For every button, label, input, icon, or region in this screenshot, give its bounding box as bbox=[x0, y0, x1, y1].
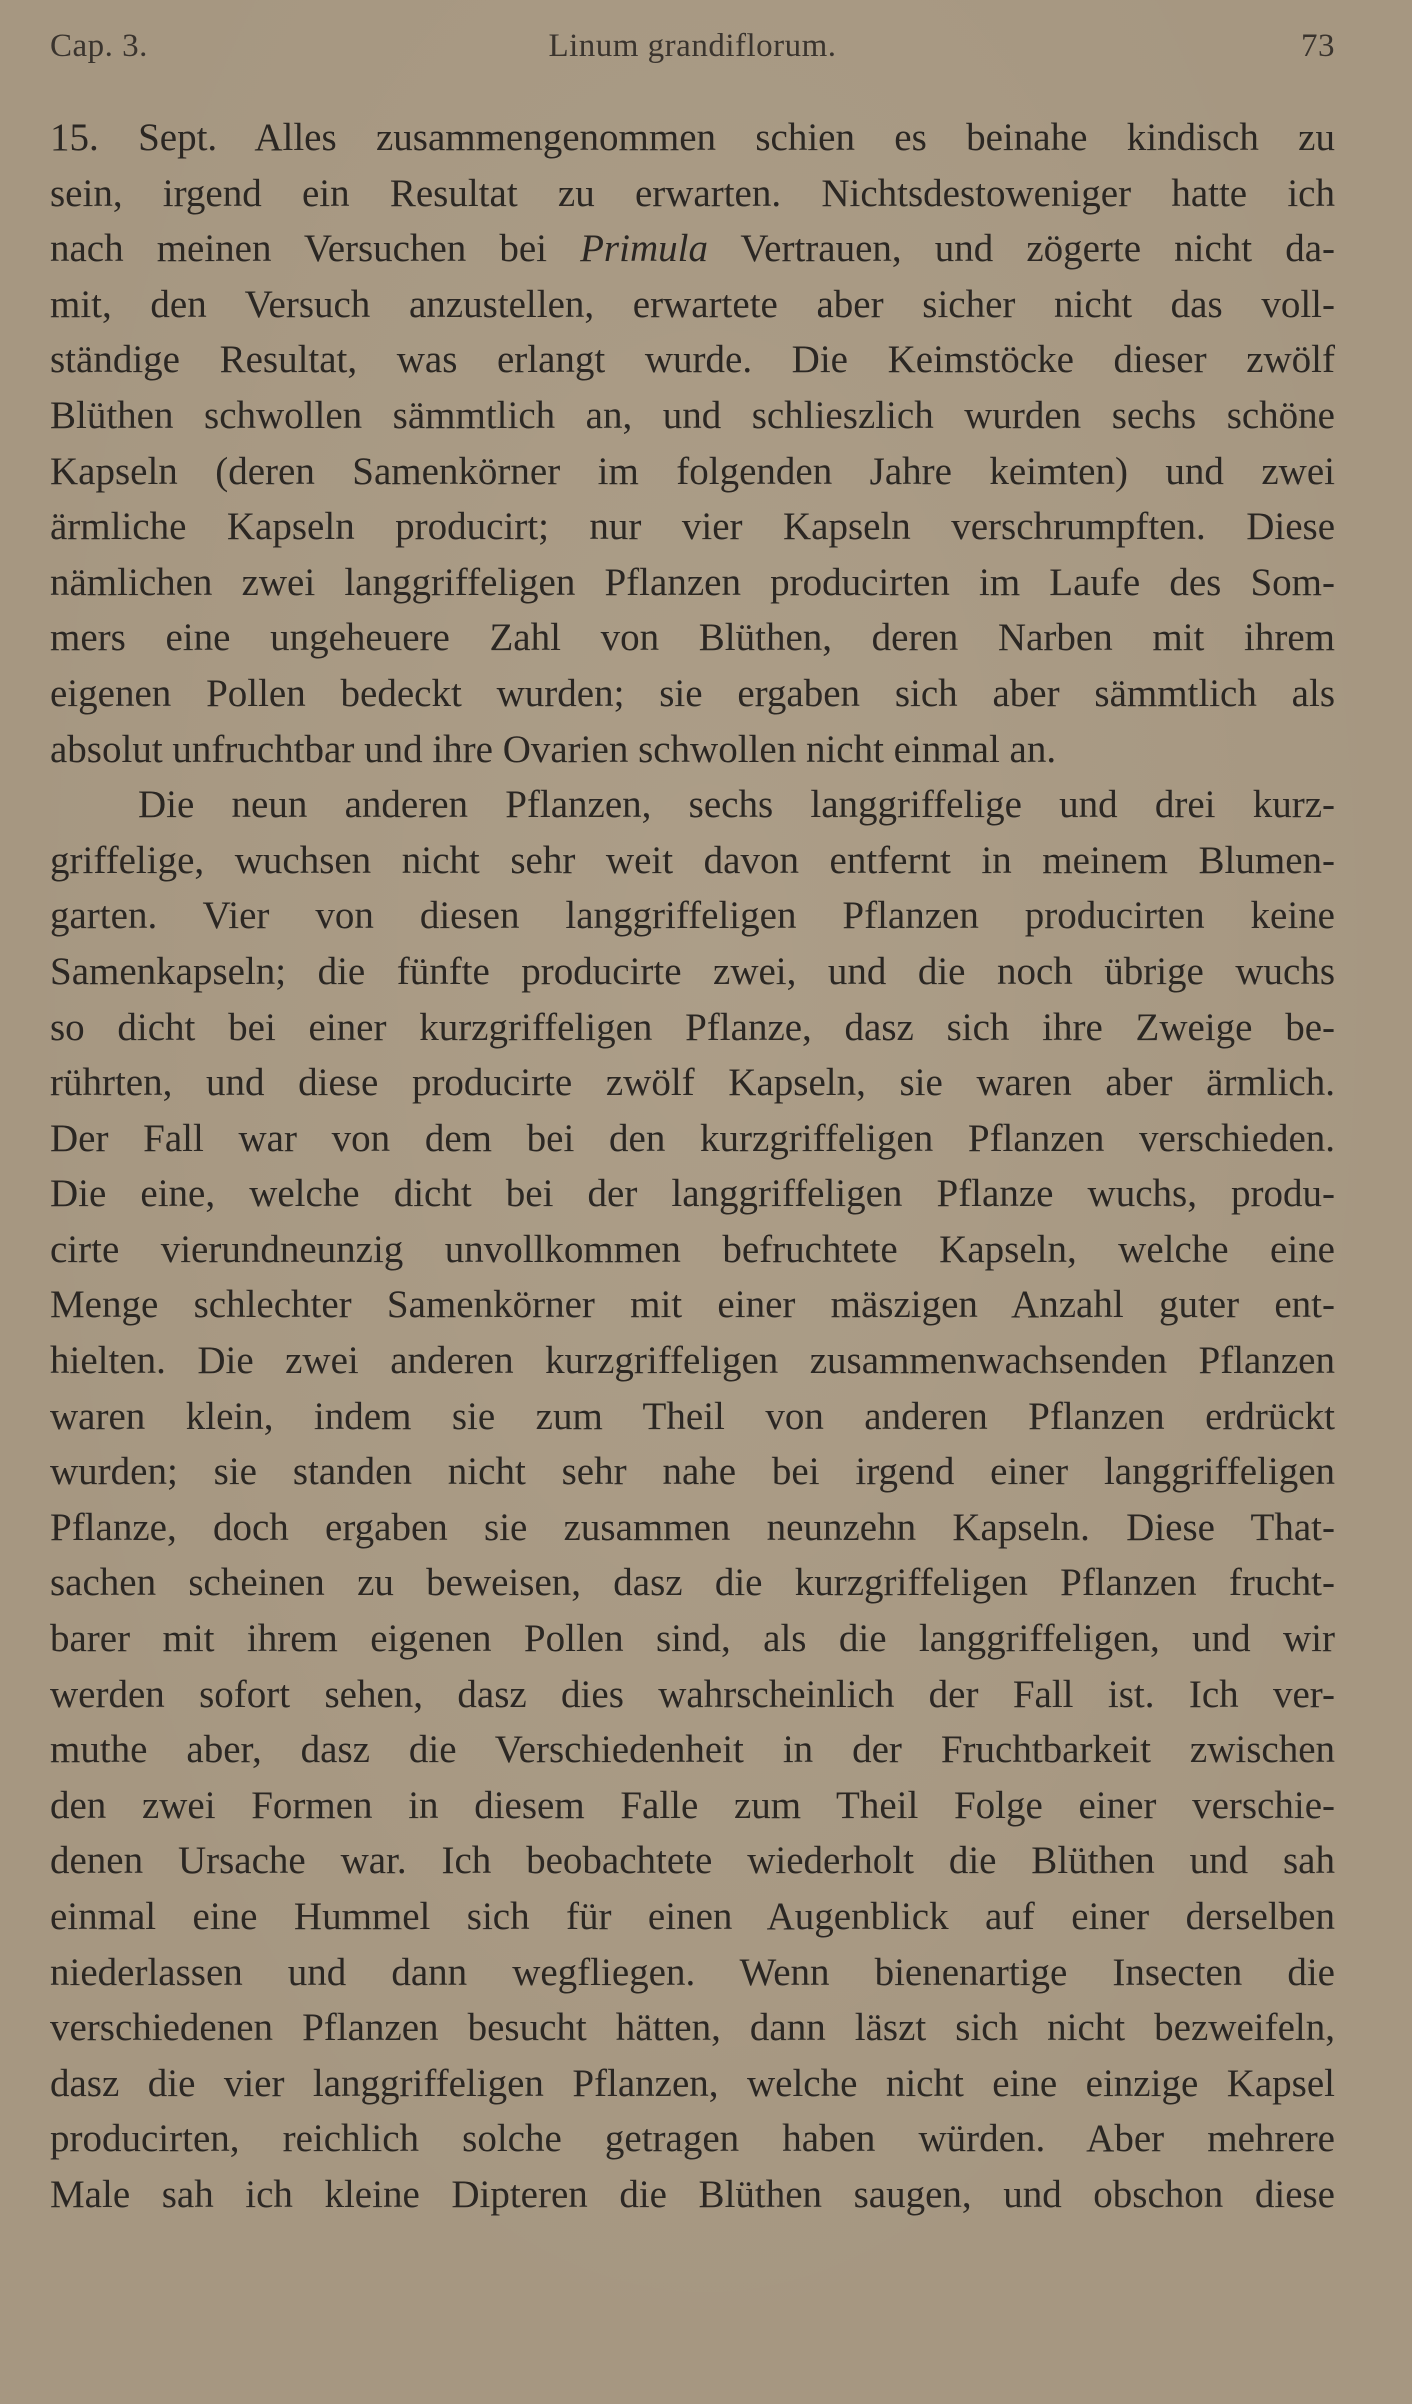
text-line: eigenen Pollen bedeckt wurden; sie ergaben sich aber sämmtlich als bbox=[50, 671, 1335, 715]
text-line: den zwei Formen in diesem Falle zum Theil Folge einer verschie- bbox=[50, 1783, 1335, 1827]
paragraph bbox=[50, 110, 1335, 777]
text-line: wurden; sie standen nicht sehr nahe bei irgend einer langgriffeligen bbox=[50, 1450, 1335, 1494]
text-line: cirte vierundneunzig unvollkommen befruchtete Kapseln, welche eine bbox=[50, 1227, 1335, 1271]
text-line: denen Ursache war. Ich beobachtete wiederholt die Blüthen und sah bbox=[50, 1839, 1335, 1883]
text-line: Samenkapseln; die fünfte producirte zwei, und die noch übrige wuchs bbox=[50, 949, 1335, 993]
text-line: waren klein, indem sie zum Theil von anderen Pflanzen erdrückt bbox=[50, 1394, 1335, 1438]
body-text bbox=[50, 110, 1335, 2223]
paragraph bbox=[50, 777, 1335, 2222]
text-line: verschiedenen Pflanzen besucht hätten, dann läszt sich nicht bezweifeln, bbox=[50, 2006, 1335, 2050]
page-title: Linum grandiflorum. bbox=[548, 28, 837, 64]
italic-term: Primula bbox=[580, 227, 708, 271]
text-line: Male sah ich kleine Dipteren die Blüthen saugen, und obschon diese bbox=[50, 2172, 1335, 2216]
text-line: absolut unfruchtbar und ihre Ovarien schwollen nicht einmal an. bbox=[50, 727, 1057, 771]
running-head bbox=[50, 28, 1335, 74]
text-line: sachen scheinen zu beweisen, dasz die kurzgriffeligen Pflanzen frucht- bbox=[50, 1561, 1335, 1605]
text-line: Kapseln (deren Samenkörner im folgenden Jahre keimten) und zwei bbox=[50, 449, 1335, 493]
text-line: mers eine ungeheuere Zahl von Blüthen, deren Narben mit ihrem bbox=[50, 616, 1335, 660]
text-line: barer mit ihrem eigenen Pollen sind, als die langgriffeligen, und wir bbox=[50, 1617, 1335, 1661]
text-line: werden sofort sehen, dasz dies wahrscheinlich der Fall ist. Ich ver- bbox=[50, 1672, 1335, 1716]
text-line: ärmliche Kapseln producirt; nur vier Kapseln verschrumpften. Diese bbox=[50, 505, 1335, 549]
text-line: ständige Resultat, was erlangt wurde. Die Keimstöcke dieser zwölf bbox=[50, 338, 1335, 382]
text-line: Pflanze, doch ergaben sie zusammen neunzehn Kapseln. Diese That- bbox=[50, 1505, 1335, 1549]
page-number: 73 bbox=[1301, 28, 1335, 64]
text-line: Die neun anderen Pflanzen, sechs langgriffelige und drei kurz- bbox=[138, 783, 1335, 827]
text-line: rührten, und diese producirte zwölf Kapseln, sie waren aber ärmlich. bbox=[50, 1061, 1335, 1105]
text-line: Menge schlechter Samenkörner mit einer mäszigen Anzahl guter ent- bbox=[50, 1283, 1335, 1327]
text-line: 15. Sept. Alles zusammengenommen schien es beinahe kindisch zu bbox=[50, 116, 1335, 159]
text-line: mit, den Versuch anzustellen, erwartete aber sicher nicht das voll- bbox=[50, 282, 1335, 326]
text-line: producirten, reichlich solche getragen haben würden. Aber mehrere bbox=[50, 2117, 1335, 2161]
text-line: garten. Vier von diesen langgriffeligen Pflanzen producirten keine bbox=[50, 894, 1335, 938]
text-line: Blüthen schwollen sämmtlich an, und schlieszlich wurden sechs schöne bbox=[50, 393, 1335, 437]
text-line: hielten. Die zwei anderen kurzgriffeligen zusammenwachsenden Pflanzen bbox=[50, 1339, 1335, 1383]
text-line: einmal eine Hummel sich für einen Augenblick auf einer derselben bbox=[50, 1895, 1335, 1938]
text-line: so dicht bei einer kurzgriffeligen Pflanze, dasz sich ihre Zweige be- bbox=[50, 1005, 1335, 1049]
text-fragment: nach meinen Versuchen bei bbox=[50, 227, 548, 271]
text-fragment: Vertrauen, und zögerte nicht da- bbox=[740, 227, 1335, 271]
text-line: griffelige, wuchsen nicht sehr weit davon entfernt in meinem Blumen- bbox=[50, 838, 1335, 882]
chapter-label: Cap. 3. bbox=[50, 28, 148, 64]
text-line bbox=[50, 221, 1335, 277]
text-line: sein, irgend ein Resultat zu erwarten. Nichtsdestoweniger hatte ich bbox=[50, 171, 1335, 215]
text-line: dasz die vier langgriffeligen Pflanzen, welche nicht eine einzige Kapsel bbox=[50, 2061, 1335, 2105]
text-line: nämlichen zwei langgriffeligen Pflanzen producirten im Laufe des Som- bbox=[50, 560, 1335, 604]
text-line: niederlassen und dann wegfliegen. Wenn bienenartige Insecten die bbox=[50, 1950, 1335, 1994]
text-line: Der Fall war von dem bei den kurzgriffeligen Pflanzen verschieden. bbox=[50, 1116, 1335, 1160]
text-line: Die eine, welche dicht bei der langgriffeligen Pflanze wuchs, produ- bbox=[50, 1172, 1335, 1216]
text-line: muthe aber, dasz die Verschiedenheit in der Fruchtbarkeit zwischen bbox=[50, 1728, 1335, 1772]
